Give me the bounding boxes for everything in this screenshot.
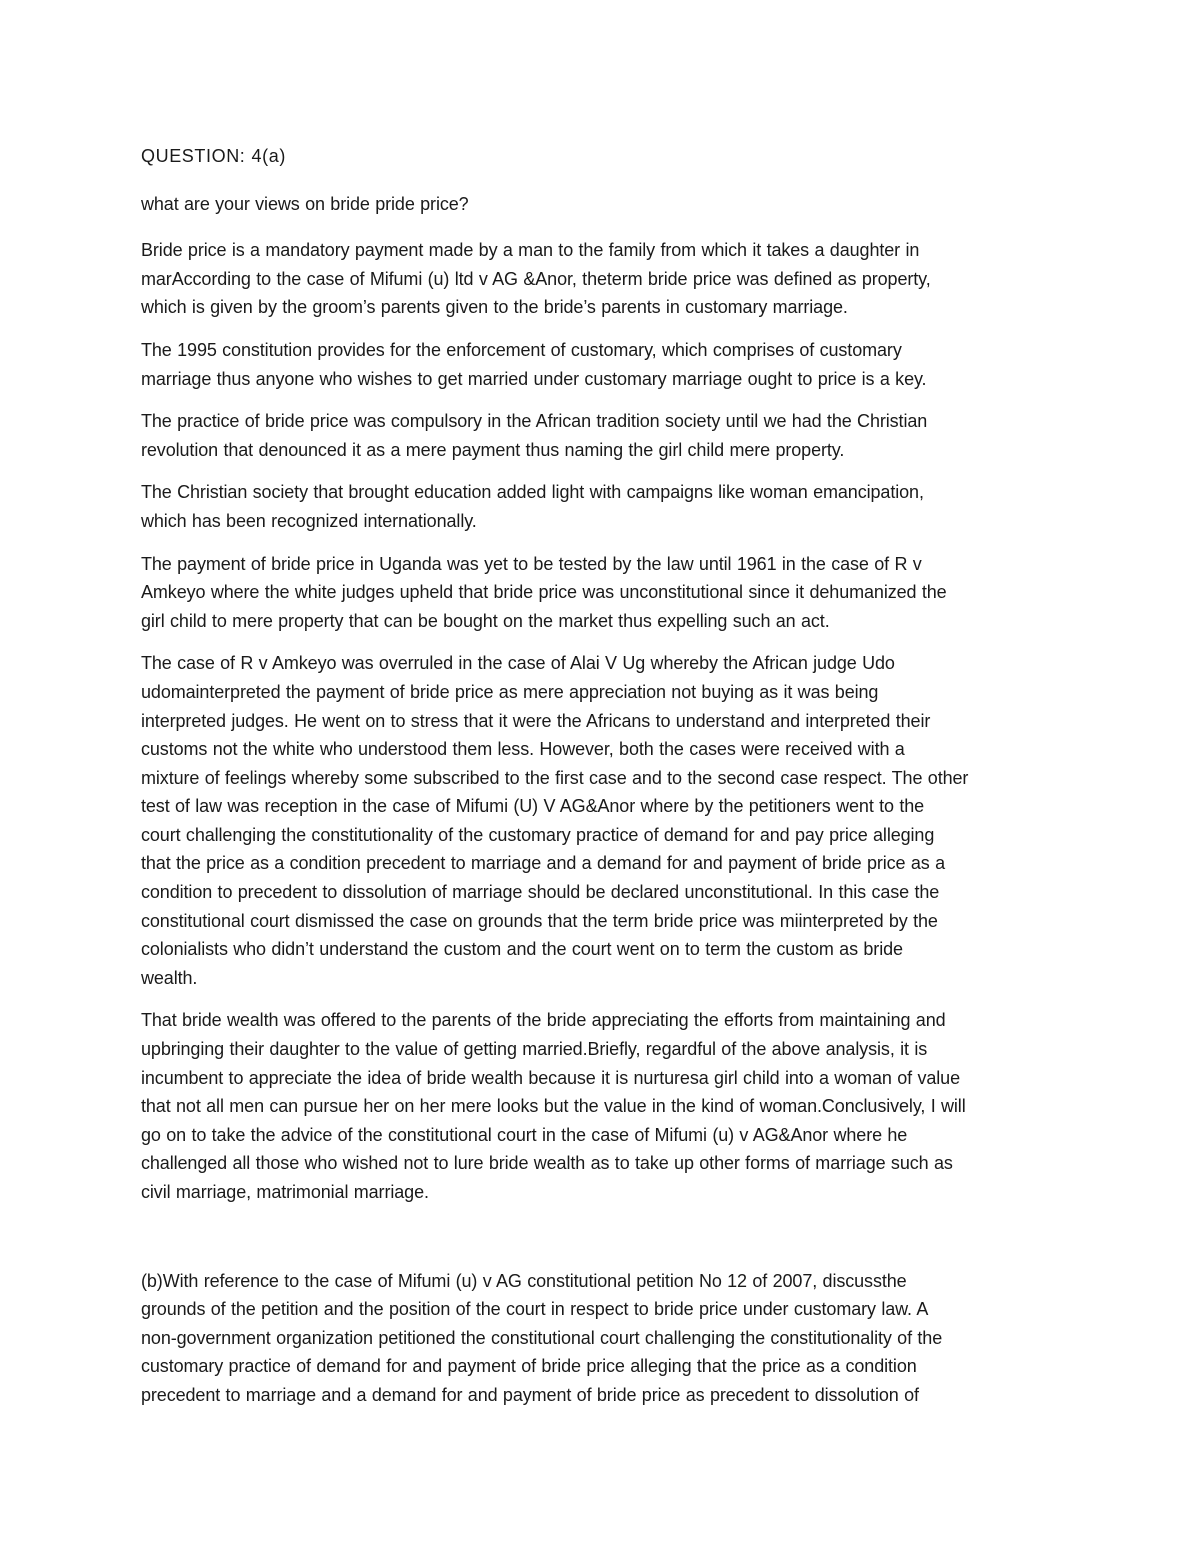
text-line: precedent to marriage and a demand for and payment of bride price as precedent to dissolution of bbox=[141, 1384, 919, 1405]
text-line: test of law was reception in the case of Mifumi (U) V AG&Anor where by the petitioners went to the bbox=[141, 796, 925, 817]
text-line: that not all men can pursue her on her mere looks but the value in the kind of woman.Conclusively, I will bbox=[141, 1096, 966, 1117]
text-line: challenged all those who wished not to lure bride wealth as to take up other forms of marriage such as bbox=[141, 1153, 953, 1174]
text-line: condition to precedent to dissolution of marriage should be declared unconstitutional. In this case the bbox=[141, 882, 940, 903]
text-line: civil marriage, matrimonial marriage. bbox=[141, 1182, 429, 1202]
paragraph bbox=[141, 1267, 1066, 1410]
question-text: what are your views on bride pride price? bbox=[141, 193, 469, 214]
paragraph bbox=[141, 478, 1066, 535]
text-line: upbringing their daughter to the value of getting married.Briefly, regardful of the above analysis, it is bbox=[141, 1039, 928, 1060]
text-line: marriage thus anyone who wishes to get married under customary marriage ought to price is a key. bbox=[141, 368, 927, 389]
text-line: girl child to mere property that can be bought on the market thus expelling such an act. bbox=[141, 610, 830, 631]
text-line: revolution that denounced it as a mere payment thus naming the girl child mere property. bbox=[141, 439, 845, 460]
text-line: udomainterpreted the payment of bride price as mere appreciation not buying as it was being bbox=[141, 681, 879, 702]
text-line: customary practice of demand for and payment of bride price alleging that the price as a condition bbox=[141, 1356, 917, 1377]
text-line: which is given by the groom’s parents given to the bride’s parents in customary marriage. bbox=[141, 297, 848, 318]
paragraph bbox=[141, 649, 1066, 992]
text-line: constitutional court dismissed the case on grounds that the term bride price was miinterpreted by the bbox=[141, 910, 938, 931]
text-line: go on to take the advice of the constitutional court in the case of Mifumi (u) v AG&Anor where he bbox=[141, 1124, 908, 1145]
text-line: mixture of feelings whereby some subscribed to the first case and to the second case respect. The other bbox=[141, 767, 969, 788]
text-line: The practice of bride price was compulsory in the African tradition society until we had the Christian bbox=[141, 411, 928, 432]
text-line: The 1995 constitution provides for the enforcement of customary, which comprises of customary bbox=[141, 339, 902, 360]
text-line: customs not the white who understood them less. However, both the cases were received with a bbox=[141, 739, 905, 760]
text-line: grounds of the petition and the position of the court in respect to bride price under customary law. A bbox=[141, 1299, 929, 1320]
text-line: non-government organization petitioned the constitutional court challenging the constitutionality of the bbox=[141, 1327, 943, 1348]
text-line: that the price as a condition precedent to marriage and a demand for and payment of bride price as a bbox=[141, 853, 945, 874]
text-line: The payment of bride price in Uganda was yet to be tested by the law until 1961 in the case of R v bbox=[141, 553, 922, 574]
question-heading: QUESTION: 4(a) bbox=[141, 146, 286, 166]
text-line: (b)With reference to the case of Mifumi (u) v AG constitutional petition No 12 of 2007, discussthe bbox=[141, 1270, 907, 1291]
document-body bbox=[141, 142, 1066, 1424]
text-line: court challenging the constitutionality of the customary practice of demand for and pay price alleging bbox=[141, 824, 935, 845]
text-line: The case of R v Amkeyo was overruled in the case of Alai V Ug whereby the African judge Udo bbox=[141, 653, 895, 674]
paragraph bbox=[141, 407, 1066, 464]
paragraph bbox=[141, 336, 1066, 393]
paragraph bbox=[141, 550, 1066, 636]
text-line: interpreted judges. He went on to stress that it were the Africans to understand and interpreted their bbox=[141, 710, 931, 731]
text-line: wealth. bbox=[141, 967, 198, 988]
text-line: marAccording to the case of Mifumi (u) ltd v AG &Anor, theterm bride price was defined as property, bbox=[141, 268, 931, 289]
paragraph bbox=[141, 236, 1066, 322]
text-line: Amkeyo where the white judges upheld that bride price was unconstitutional since it dehumanized the bbox=[141, 582, 947, 603]
text-line: colonialists who didn’t understand the custom and the court went on to term the custom as bride bbox=[141, 939, 903, 960]
text-line: incumbent to appreciate the idea of bride wealth because it is nurturesa girl child into a woman of value bbox=[141, 1067, 960, 1088]
paragraph bbox=[141, 1006, 1066, 1206]
text-line: That bride wealth was offered to the parents of the bride appreciating the efforts from maintaining and bbox=[141, 1010, 946, 1031]
text-line: which has been recognized internationally. bbox=[141, 510, 477, 531]
text-line: Bride price is a mandatory payment made by a man to the family from which it takes a daughter in bbox=[141, 240, 920, 261]
text-line: The Christian society that brought education added light with campaigns like woman emancipation, bbox=[141, 482, 924, 503]
